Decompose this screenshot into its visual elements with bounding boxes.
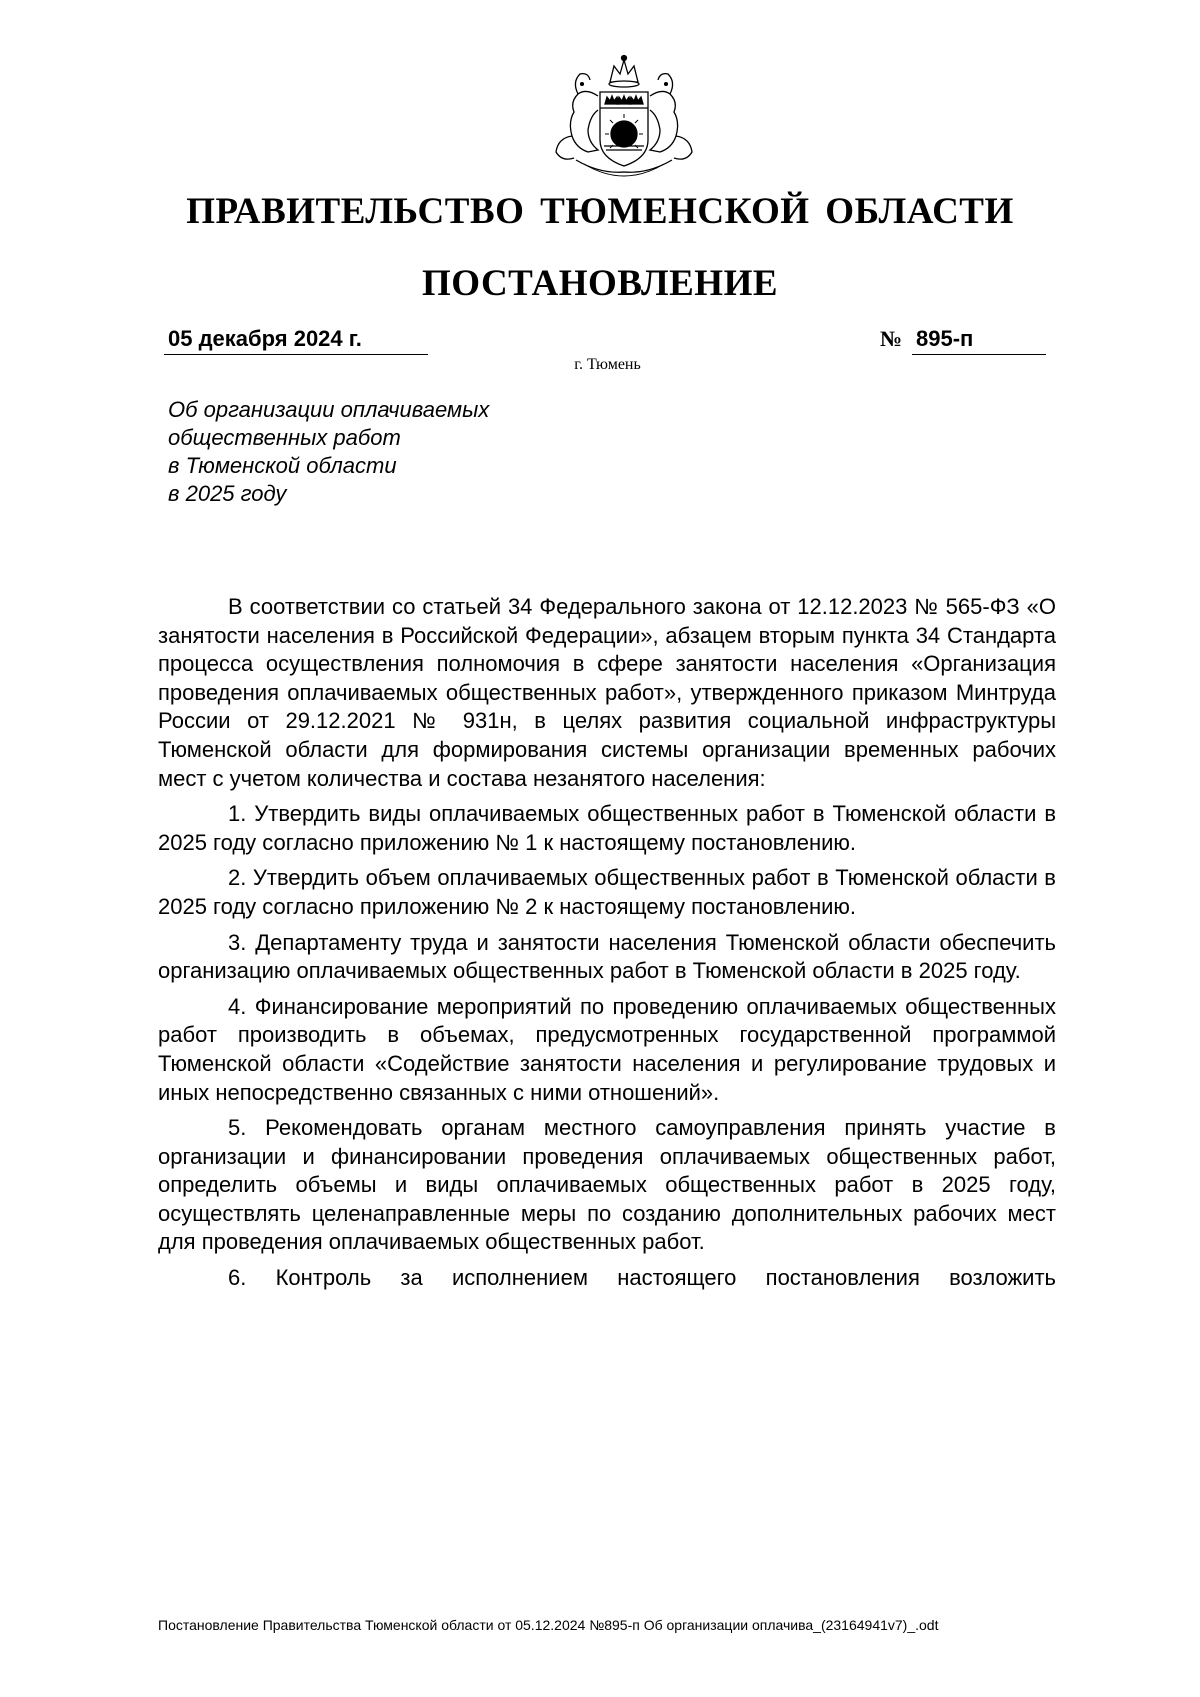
city-label: г. Тюмень (574, 356, 641, 373)
clause-5-paragraph: 5. Рекомендовать органам местного самоуправления принять участие в организации и финансировании проведения оплачиваемых общественных работ, определить объемы и виды оплачиваемых общественных работ в 2025 году, осуществлять целенаправленные меры по созданию дополнительных рабочих мест для проведения оплачиваемых общественных работ. (158, 1115, 1056, 1255)
government-title: ПРАВИТЕЛЬСТВО ТЮМЕНСКОЙ ОБЛАСТИ (186, 191, 1014, 232)
clause-1-paragraph: 1. Утвердить виды оплачиваемых общественных работ в Тюменской области в 2025 году согласно приложению № 1 к настоящему постановлению. (158, 801, 1056, 855)
clause-3-paragraph: 3. Департаменту труда и занятости населения Тюменской области обеспечить организацию оплачиваемых общественных работ в Тюменской области в 2025 году. (158, 929, 1056, 984)
document-number: 895-п (912, 326, 1046, 355)
subject-line: в Тюменской области (168, 453, 397, 478)
clause-2-paragraph: 2. Утвердить объем оплачиваемых общественных работ в Тюменской области в 2025 году согласно приложению № 2 к настоящему постановлению. (158, 865, 1056, 919)
document-body (158, 593, 1056, 1300)
coat-of-arms-icon (548, 52, 700, 178)
subject-line: общественных работ (168, 425, 401, 450)
document-subject (168, 396, 489, 508)
document-type: ПОСТАНОВЛЕНИЕ (421, 263, 779, 304)
clause-4-paragraph: 4. Финансирование мероприятий по проведению оплачиваемых общественных работ производить в объемах, предусмотренных государственной программой Тюменской области «Содействие занятости населения и регулирование трудовых и иных непосредственно связанных с ними отношений». (158, 993, 1056, 1105)
subject-line: Об организации оплачиваемых (168, 397, 490, 422)
document-date: 05 декабря 2024 г. (164, 326, 428, 355)
page-footer: Постановление Правительства Тюменской области от 05.12.2024 №895-п Об организации оплачива_(23164941v7)_.odt (158, 1617, 939, 1633)
preamble-paragraph: В соответствии со статьей 34 Федерального закона от 12.12.2023 № 565-ФЗ «О занятости населения в Российской Федерации», абзацем вторым пункта 34 Стандарта процесса осуществления полномочия в сфере занятости населения «Организация проведения оплачиваемых общественных работ», утвержденного приказом Минтруда России от 29.12.2021 № 931н, в целях развития социальной инфраструктуры Тюменской области для формирования системы организации временных рабочих мест с учетом количества и состава незанятого населения: (158, 594, 1056, 791)
number-sign: № (880, 326, 903, 351)
clause-6-paragraph: 6. Контроль за исполнением настоящего постановления возложить (228, 1265, 1056, 1291)
subject-line: в 2025 году (168, 481, 287, 506)
